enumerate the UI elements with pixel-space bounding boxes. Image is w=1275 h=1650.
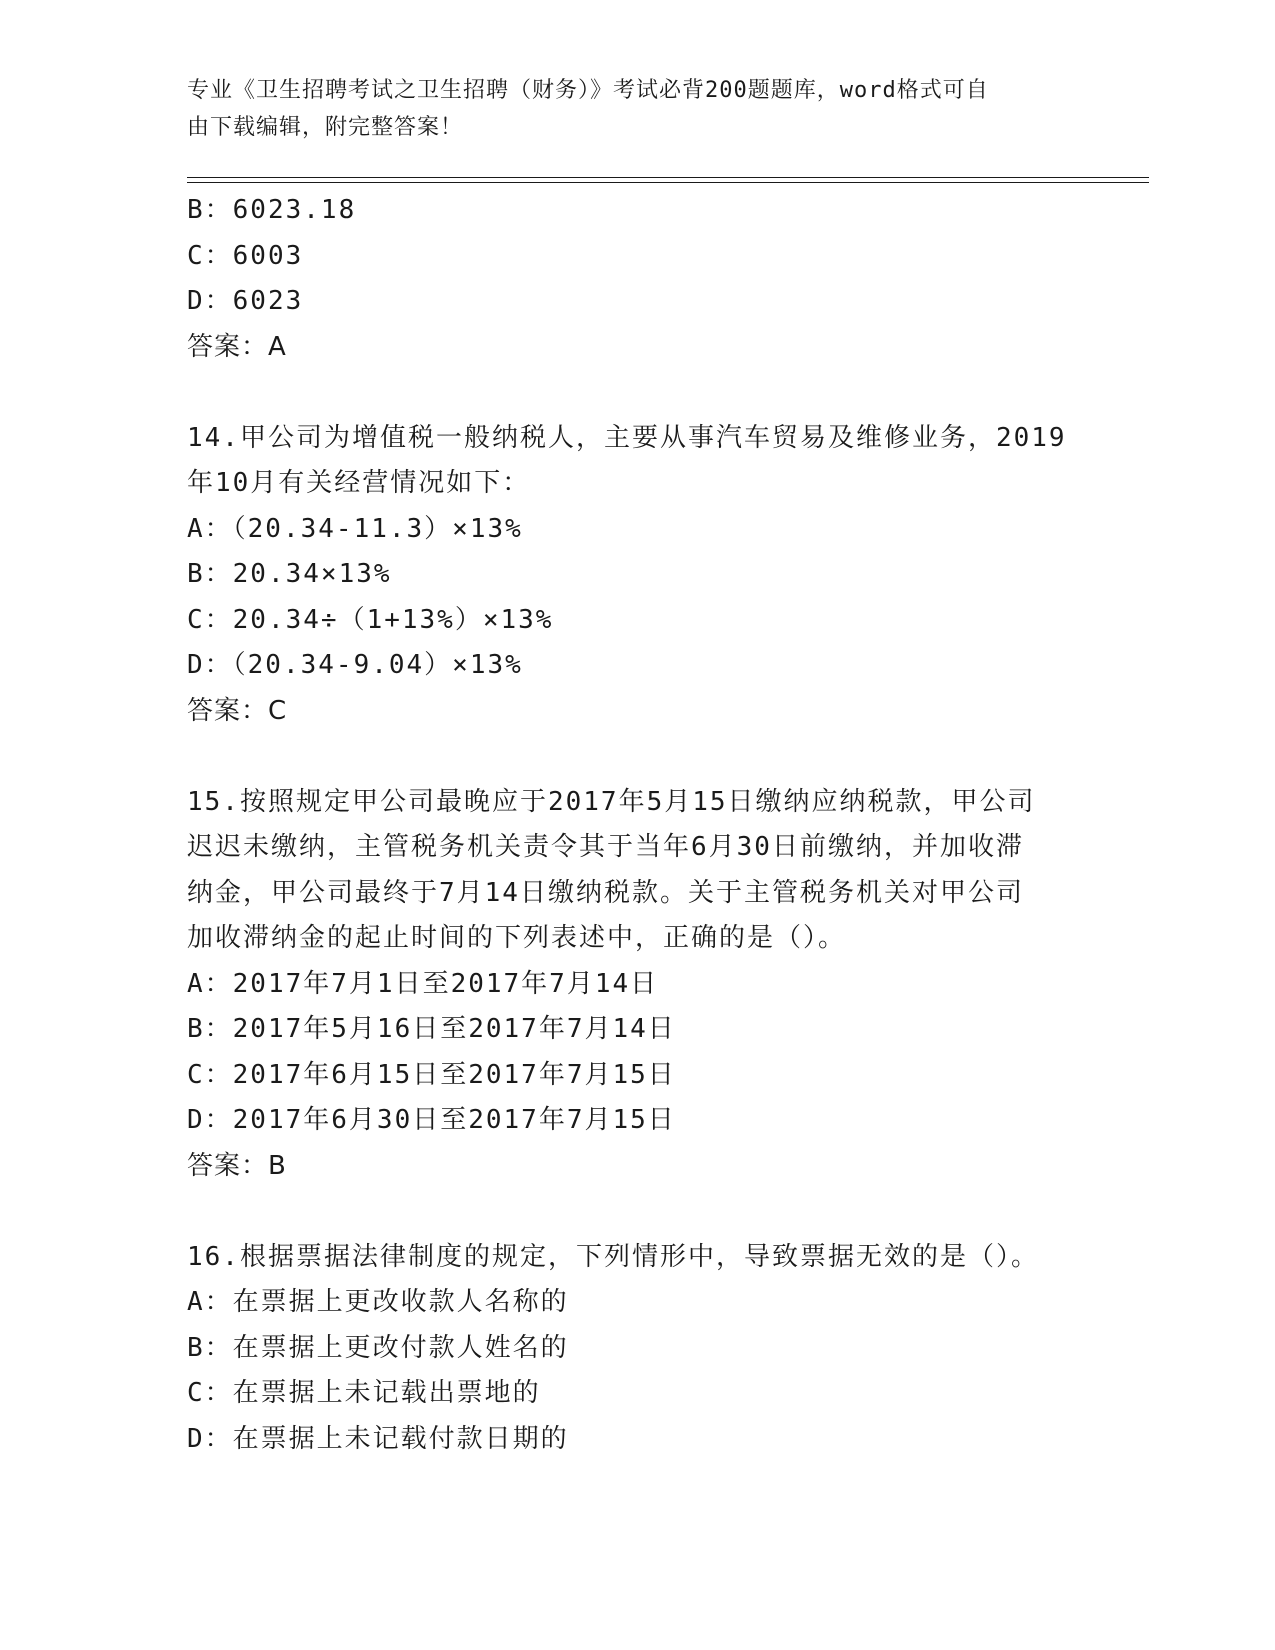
question-spacer [187, 1189, 1087, 1235]
q15-stem-line-1: 15.按照规定甲公司最晚应于2017年5月15日缴纳应纳税款，甲公司 [187, 786, 1036, 817]
q14-answer: 答案：C [187, 695, 288, 726]
q13-answer: 答案：A [187, 331, 287, 362]
q13-option-c: C：6003 [187, 240, 304, 271]
q15-option-a: A：2017年7月1日至2017年7月14日 [187, 968, 659, 999]
q14-stem-line-2: 年10月有关经营情况如下： [187, 468, 531, 498]
q15-stem-line-4: 加收滞纳金的起止时间的下列表述中，正确的是（）。 [187, 923, 847, 953]
header-title-line-1: 专业《卫生招聘考试之卫生招聘（财务）》考试必背200题题库，word格式可自 [187, 78, 989, 103]
header-divider [187, 177, 1149, 183]
q14-option-a: A：（20.34-11.3）×13% [187, 513, 523, 544]
question-15 [187, 780, 1087, 1190]
q16-option-c: C：在票据上未记载出票地的 [187, 1378, 541, 1408]
q13-option-d: D：6023 [187, 286, 304, 316]
q15-option-b: B：2017年5月16日至2017年7月14日 [187, 1014, 676, 1044]
q14-stem-line-1: 14.甲公司为增值税一般纳税人，主要从事汽车贸易及维修业务，2019 [187, 422, 1067, 453]
question-spacer [187, 734, 1087, 780]
q13-option-b: B：6023.18 [187, 195, 357, 225]
q15-option-c: C：2017年6月15日至2017年7月15日 [187, 1059, 676, 1090]
question-content [187, 188, 1087, 1462]
q14-option-b: B：20.34×13% [187, 559, 392, 589]
question-16 [187, 1235, 1087, 1463]
question-13-tail [187, 188, 1087, 370]
question-14 [187, 416, 1087, 735]
document-header [187, 72, 1087, 146]
q14-option-d: D：（20.34-9.04）×13% [187, 650, 523, 680]
question-spacer [187, 370, 1087, 416]
q14-option-c: C：20.34÷（1+13%）×13% [187, 604, 554, 635]
q16-option-b: B：在票据上更改付款人姓名的 [187, 1332, 569, 1363]
q16-stem-line-1: 16.根据票据法律制度的规定，下列情形中，导致票据无效的是（）。 [187, 1241, 1039, 1272]
q15-stem-line-2: 迟迟未缴纳，主管税务机关责令其于当年6月30日前缴纳，并加收滞 [187, 832, 1024, 862]
header-title-line-2: 由下载编辑，附完整答案！ [187, 115, 464, 140]
q16-option-a: A：在票据上更改收款人名称的 [187, 1287, 569, 1317]
q15-answer: 答案：B [187, 1150, 287, 1181]
q15-option-d: D：2017年6月30日至2017年7月15日 [187, 1105, 676, 1135]
q15-stem-line-3: 纳金，甲公司最终于7月14日缴纳税款。关于主管税务机关对甲公司 [187, 877, 1024, 908]
q16-option-d: D：在票据上未记载付款日期的 [187, 1423, 569, 1454]
